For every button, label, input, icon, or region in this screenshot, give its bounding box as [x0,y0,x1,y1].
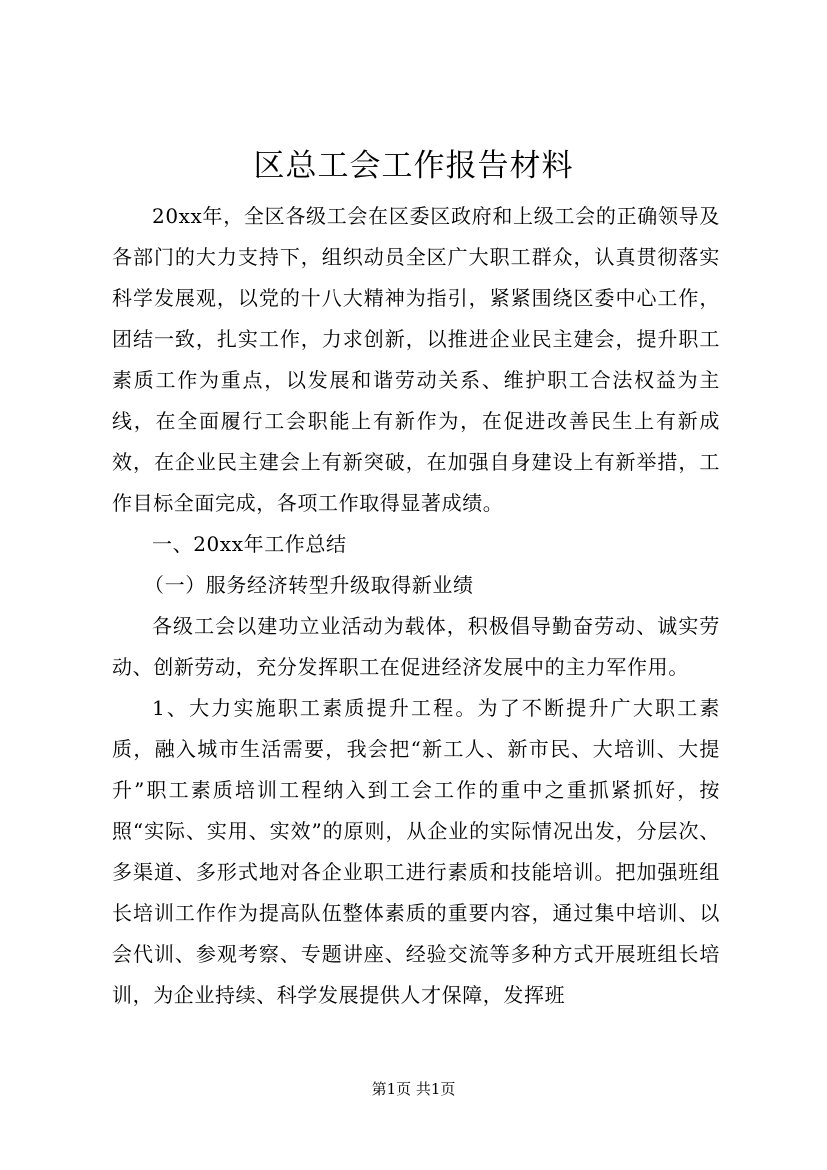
item-1-paragraph: 1、大力实施职工素质提升工程。为了不断提升广大职工素质，融入城市生活需要，我会把“新工人、新市民、大培训、大提升”职工素质培训工程纳入到工会工作的重中之重抓紧抓好，按照“实际、实用、实效”的原则，从企业的实际情况出发，分层次、多渠道、多形式地对各企业职工进行素质和技能培训。把加强班组长培训工作作为提高队伍整体素质的重要内容，通过集中培训、以会代训、参观考察、专题讲座、经验交流等多种方式开展班组长培训，为企业持续、科学发展提供人才保障，发挥班 [112,696,720,1007]
intro-paragraph: 20xx年，全区各级工会在区委区政府和上级工会的正确领导及各部门的大力支持下，组织动员全区广大职工群众，认真贯彻落实科学发展观，以党的十八大精神为指引，紧紧围绕区委中心工作，团结一致，扎实工作，力求创新，以推进企业民主建会，提升职工素质工作为重点，以发展和谐劳动关系、维护职工合法权益为主线，在全面履行工会职能上有新作为，在促进改善民生上有新成效，在企业民主建会上有新突破，在加强自身建设上有新举措，工作目标全面完成，各项工作取得显著成绩。 [112,204,720,515]
section-heading: 一、20xx年工作总结 [152,532,347,556]
document-body [112,196,720,1016]
page-footer: 第1页 共1页 [371,1080,456,1098]
document-title: 区总工会工作报告材料 [253,148,574,184]
subsection-intro-paragraph: 各级工会以建功立业活动为载体，积极倡导勤奋劳动、诚实劳动、创新劳动，充分发挥职工在促进经济发展中的主力军作用。 [112,614,720,679]
subsection-heading: （一）服务经济转型升级取得新业绩 [144,573,474,597]
